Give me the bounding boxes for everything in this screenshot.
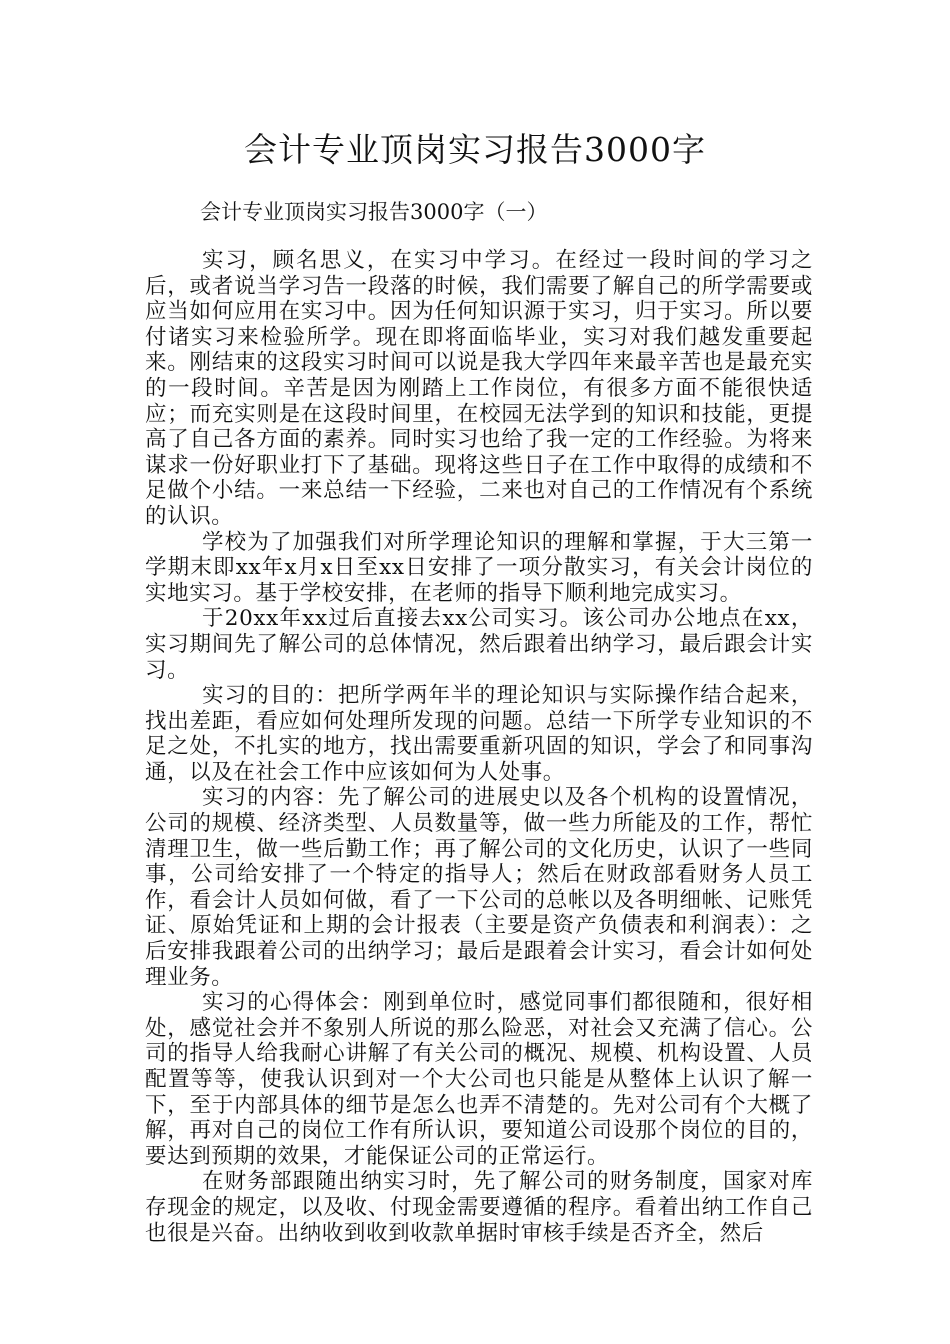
paragraph: 在财务部跟随出纳实习时，先了解公司的财务制度，国家对库存现金的规定，以及收、付现金需要遵循的程序。看着出纳工作自己也很是兴奋。出纳收到收到收款单据时审核手续是否齐全，然后	[145, 1169, 813, 1246]
paragraph: 学校为了加强我们对所学理论知识的理解和掌握，于大三第一学期末即xx年x月x日至xx日安排了一项分散实习，有关会计岗位的实地实习。基于学校安排，在老师的指导下顺利地完成实习。	[145, 529, 813, 606]
paragraph: 实习的心得体会：刚到单位时，感觉同事们都很随和，很好相处，感觉社会并不象别人所说的那么险恶，对社会又充满了信心。公司的指导人给我耐心讲解了有关公司的概况、规模、机构设置、人员配置等等，使我认识到对一个大公司也只能是从整体上认识了解一下，至于内部具体的细节是怎么也弄不清楚的。先对公司有个大概了解，再对自己的岗位工作有所认识，要知道公司设那个岗位的目的，要达到预期的效果，才能保证公司的正常运行。	[145, 990, 813, 1169]
section-heading: 会计专业顶岗实习报告3000字（一）	[200, 200, 548, 224]
document-body	[145, 248, 813, 1246]
document-title: 会计专业顶岗实习报告3000字	[244, 130, 706, 169]
paragraph: 实习的内容：先了解公司的进展史以及各个机构的设置情况，公司的规模、经济类型、人员数量等，做一些力所能及的工作，帮忙清理卫生，做一些后勤工作；再了解公司的文化历史，认识了一些同事，公司给安排了一个特定的指导人；然后在财政部看财务人员工作，看会计人员如何做，看了一下公司的总帐以及各明细帐、记账凭证、原始凭证和上期的会计报表（主要是资产负债表和利润表）：之后安排我跟着公司的出纳学习；最后是跟着会计实习，看会计如何处理业务。	[145, 785, 813, 990]
paragraph: 实习，顾名思义，在实习中学习。在经过一段时间的学习之后，或者说当学习告一段落的时候，我们需要了解自己的所学需要或应当如何应用在实习中。因为任何知识源于实习，归于实习。所以要付诸实习来检验所学。现在即将面临毕业，实习对我们越发重要起来。刚结束的这段实习时间可以说是我大学四年来最辛苦也是最充实的一段时间。辛苦是因为刚踏上工作岗位，有很多方面不能很快适应；而充实则是在这段时间里，在校园无法学到的知识和技能，更提高了自己各方面的素养。同时实习也给了我一定的工作经验。为将来谋求一份好职业打下了基础。现将这些日子在工作中取得的成绩和不足做个小结。一来总结一下经验，二来也对自己的工作情况有个系统的认识。	[145, 248, 813, 529]
paragraph: 于20xx年xx过后直接去xx公司实习。该公司办公地点在xx，实习期间先了解公司的总体情况，然后跟着出纳学习，最后跟会计实习。	[145, 606, 813, 683]
paragraph: 实习的目的：把所学两年半的理论知识与实际操作结合起来，找出差距，看应如何处理所发现的问题。总结一下所学专业知识的不足之处，不扎实的地方，找出需要重新巩固的知识，学会了和同事沟通，以及在社会工作中应该如何为人处事。	[145, 683, 813, 785]
